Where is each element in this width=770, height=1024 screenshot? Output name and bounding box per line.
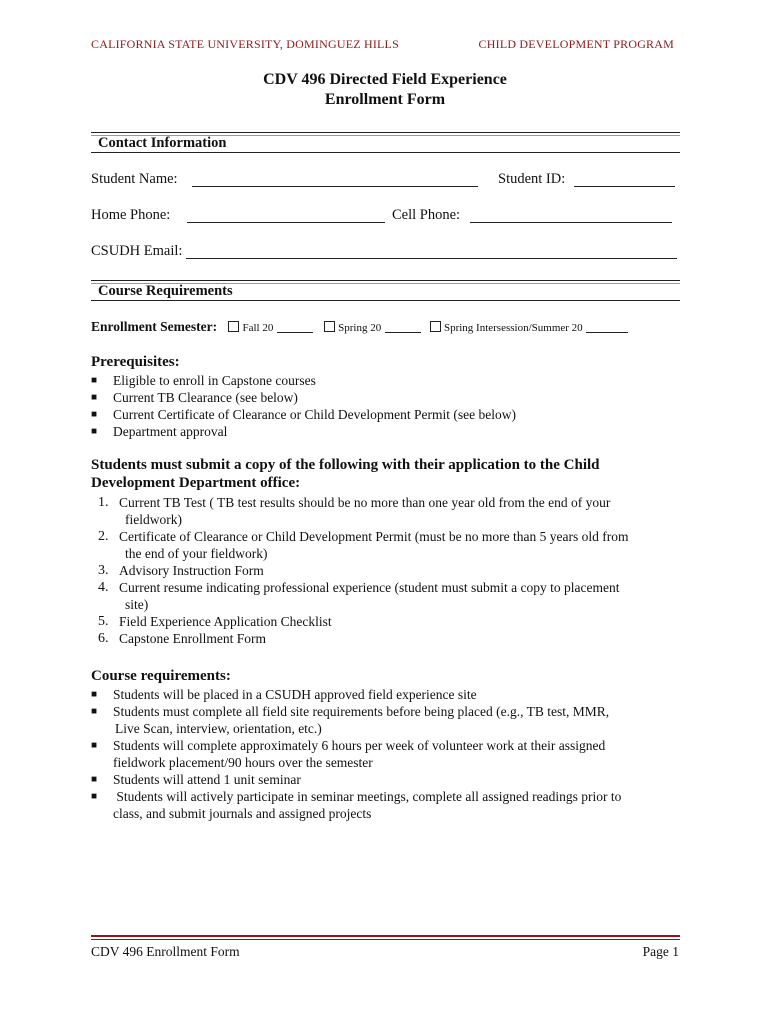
footer-title: CDV 496 Enrollment Form <box>91 944 240 959</box>
course-requirements-heading: Course requirements: <box>91 668 231 684</box>
footer-rule-thin <box>91 939 680 940</box>
list-item: ■ Students must complete all field site requirements before being placed (e.g., TB test, MMR, Live Scan, interview, orientation, etc.) <box>91 704 610 736</box>
prerequisites-heading: Prerequisites: <box>91 354 180 370</box>
bullet-icon: ■ <box>91 392 98 403</box>
bullet-icon: ■ <box>91 706 98 717</box>
form-title: CDV 496 Directed Field Experience <box>263 71 507 88</box>
footer-rule <box>91 935 680 937</box>
list-item: ■ Students will complete approximately 6 hours per week of volunteer work at their assigned fieldwork placement/90 hours over the semester <box>91 738 606 770</box>
summer-year-field[interactable] <box>586 332 628 333</box>
list-item: ■ Students will actively participate in seminar meetings, complete all assigned readings prior to class, and submit journals and assigned projects <box>91 789 622 821</box>
contact-section-bar <box>91 132 680 153</box>
fall-checkbox[interactable] <box>228 321 239 332</box>
bullet-icon: ■ <box>91 740 98 751</box>
course-section-heading: Course Requirements <box>98 283 233 299</box>
list-item: ■ Students will be placed in a CSUDH approved field experience site <box>91 687 477 702</box>
list-item: ■ Students will attend 1 unit seminar <box>91 772 301 787</box>
bullet-icon: ■ <box>91 409 98 420</box>
course-requirements-list <box>91 686 621 822</box>
submit-heading-line1: Students must submit a copy of the following with their application to the Child <box>91 457 600 473</box>
prerequisites-list <box>91 372 516 440</box>
header-university: CALIFORNIA STATE UNIVERSITY, DOMINGUEZ HILLS <box>91 37 399 51</box>
list-item: 5. Field Experience Application Checklist <box>98 614 332 629</box>
header-program: CHILD DEVELOPMENT PROGRAM <box>478 37 674 51</box>
email-label: CSUDH Email: <box>91 243 183 259</box>
bullet-icon: ■ <box>91 689 98 700</box>
email-field[interactable] <box>186 258 677 259</box>
spring-option-label: Spring 20 <box>338 322 382 334</box>
cell-phone-label: Cell Phone: <box>392 207 461 223</box>
list-item: ■ Current Certificate of Clearance or Child Development Permit (see below) <box>91 407 516 422</box>
bullet-icon: ■ <box>91 375 98 386</box>
cell-phone-field[interactable] <box>470 222 672 223</box>
bullet-icon: ■ <box>91 791 98 802</box>
submit-heading-line2: Development Department office: <box>91 475 301 491</box>
home-phone-field[interactable] <box>187 222 385 223</box>
home-phone-label: Home Phone: <box>91 207 171 223</box>
list-item: ■ Current TB Clearance (see below) <box>91 390 298 405</box>
list-item: 2. Certificate of Clearance or Child Development Permit (must be no more than 5 years old from the end of your fieldwork) <box>98 529 629 561</box>
student-name-field[interactable] <box>192 186 478 187</box>
student-id-field[interactable] <box>574 186 675 187</box>
list-item: 1. Current TB Test ( TB test results should be no more than one year old from the end of your fieldwork) <box>98 495 611 527</box>
list-item: 6. Capstone Enrollment Form <box>98 631 266 646</box>
enrollment-semester-row <box>91 319 628 335</box>
bullet-icon: ■ <box>91 426 98 437</box>
student-name-label: Student Name: <box>91 171 178 187</box>
enrollment-semester-label: Enrollment Semester: <box>91 319 218 334</box>
spring-year-field[interactable] <box>385 332 421 333</box>
form-subtitle: Enrollment Form <box>324 91 446 108</box>
list-item: 4. Current resume indicating professional experience (student must submit a copy to placement site) <box>98 580 620 612</box>
list-item: ■ Eligible to enroll in Capstone courses <box>91 373 316 388</box>
page-number: Page 1 <box>642 944 679 959</box>
fall-year-field[interactable] <box>277 332 313 333</box>
contact-section-heading: Contact Information <box>98 135 227 151</box>
course-section-bar <box>91 280 680 301</box>
submit-list <box>91 494 628 647</box>
summer-checkbox[interactable] <box>430 321 441 332</box>
list-item: ■ Department approval <box>91 424 228 439</box>
summer-option-label: Spring Intersession/Summer 20 <box>443 322 583 334</box>
student-id-label: Student ID: <box>498 171 566 187</box>
list-item: 3. Advisory Instruction Form <box>98 563 264 578</box>
bullet-icon: ■ <box>91 774 98 785</box>
spring-checkbox[interactable] <box>324 321 335 332</box>
fall-option-label: Fall 20 <box>242 322 274 334</box>
